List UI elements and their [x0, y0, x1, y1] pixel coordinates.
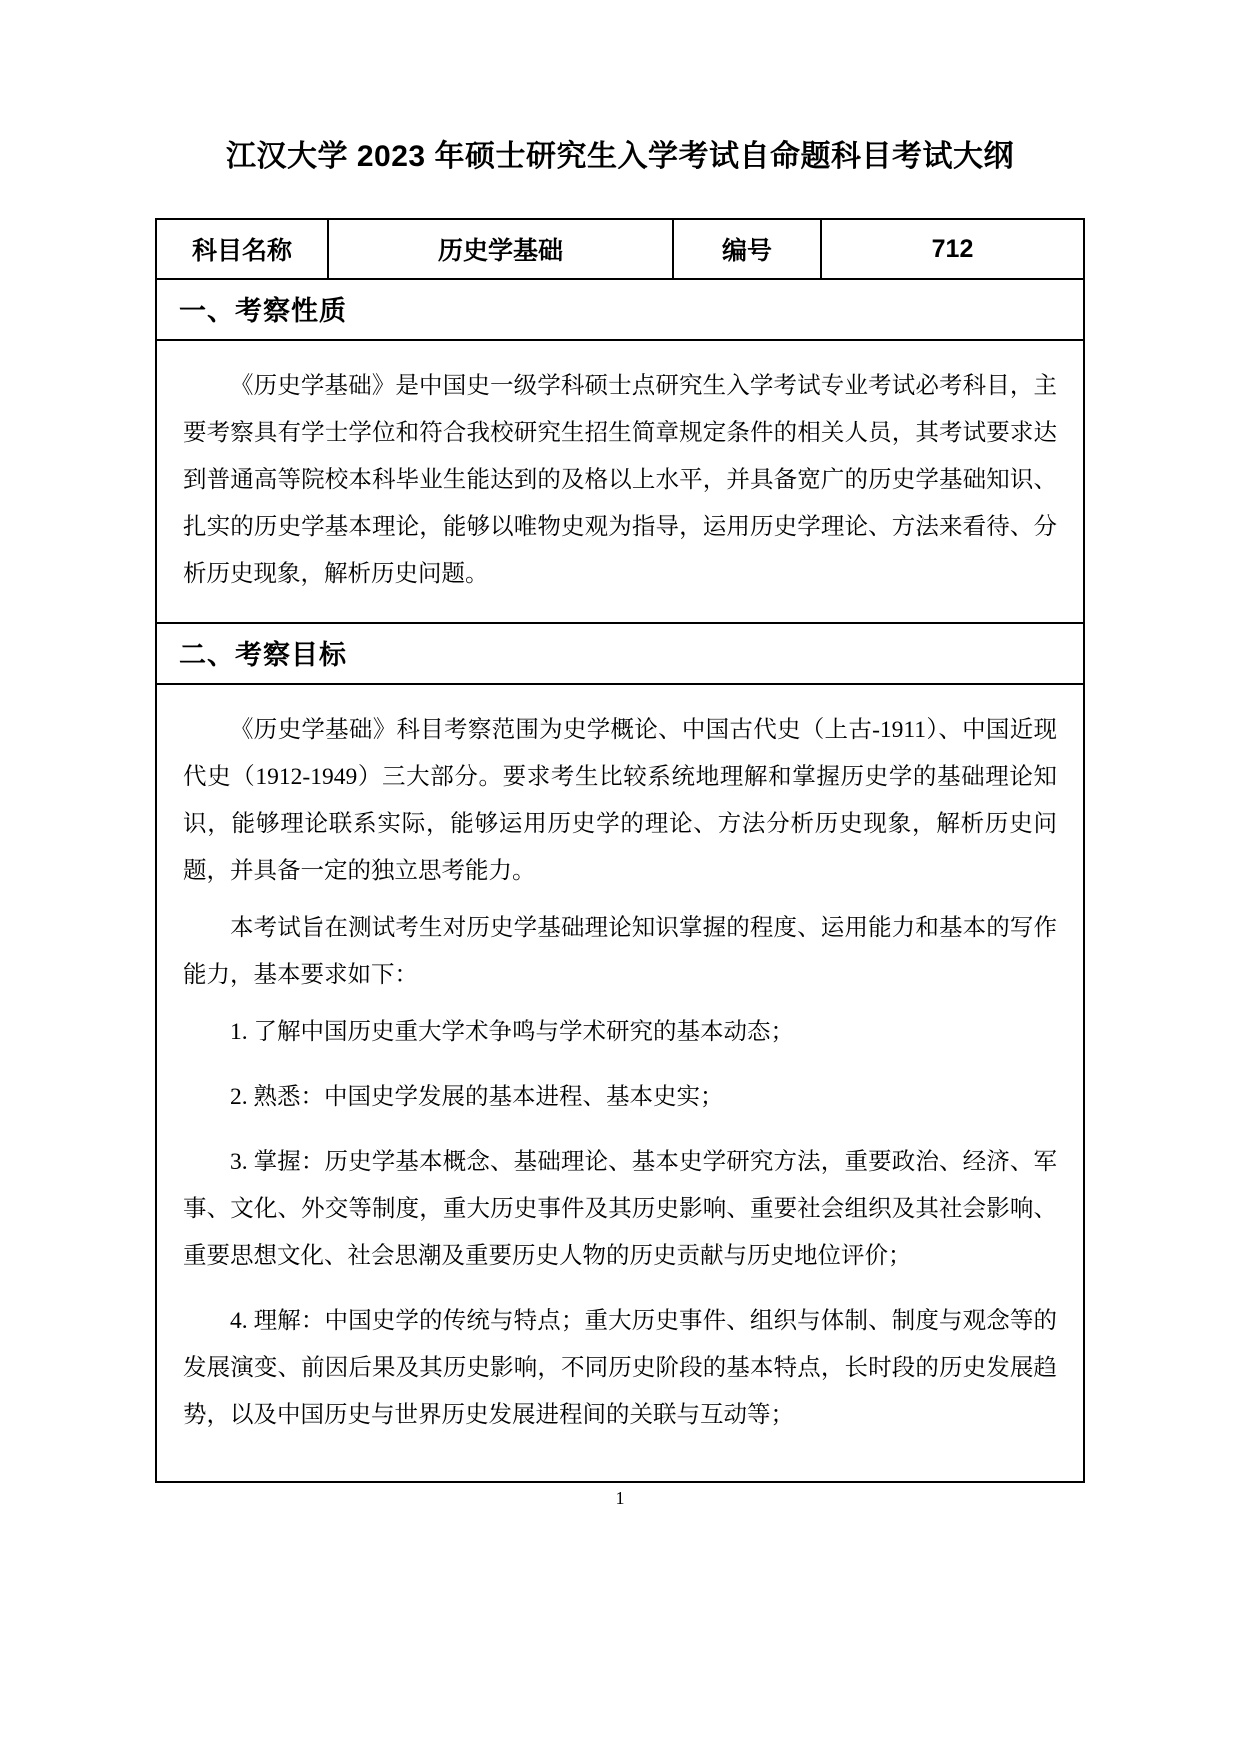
table-row-section-two-body	[157, 685, 1083, 1481]
section-heading-examination-nature: 一、考察性质	[179, 296, 347, 326]
requirement-item: 4. 理解：中国史学的传统与特点；重大历史事件、组织与体制、制度与观念等的发展演变、前因后果及其历史影响，不同历史阶段的基本特点，长时段的历史发展趋势，以及中国历史与世界历史发展进程间的关联与互动等；	[183, 1308, 1057, 1428]
table-row-section-one-heading	[157, 280, 1083, 341]
syllabus-table	[155, 218, 1085, 1483]
subject-name-value: 历史学基础	[329, 220, 674, 278]
page-title: 江汉大学 2023 年硕士研究生入学考试自命题科目考试大纲	[226, 140, 1014, 173]
subject-name-label: 科目名称	[157, 220, 329, 278]
page-number: 1	[615, 1488, 625, 1508]
section-body-examination-nature	[157, 341, 1083, 622]
requirement-item: 3. 掌握：历史学基本概念、基础理论、基本史学研究方法，重要政治、经济、军事、文化、外交等制度，重大历史事件及其历史影响、重要社会组织及其社会影响、重要思想文化、社会思潮及重要历史人物的历史贡献与历史地位评价；	[183, 1149, 1057, 1269]
paragraph: 《历史学基础》是中国史一级学科硕士点研究生入学考试专业考试必考科目，主要考察具有学士学位和符合我校研究生招生简章规定条件的相关人员，其考试要求达到普通高等院校本科毕业生能达到的及格以上水平，并具备宽广的历史学基础知识、扎实的历史学基本理论，能够以唯物史观为指导，运用历史学理论、方法来看待、分析历史现象，解析历史问题。	[183, 373, 1057, 587]
section-body-examination-objectives	[157, 685, 1083, 1481]
table-row-subject-info	[157, 220, 1083, 280]
paragraph: 本考试旨在测试考生对历史学基础理论知识掌握的程度、运用能力和基本的写作能力，基本要求如下：	[183, 915, 1057, 988]
section-heading-examination-objectives: 二、考察目标	[179, 640, 347, 670]
requirement-item: 2. 熟悉：中国史学发展的基本进程、基本史实；	[230, 1084, 724, 1110]
requirement-item: 1. 了解中国历史重大学术争鸣与学术研究的基本动态；	[230, 1019, 794, 1045]
subject-code-label: 编号	[674, 220, 822, 278]
table-row-section-one-body	[157, 341, 1083, 624]
subject-code-value: 712	[931, 234, 974, 263]
table-row-section-two-heading	[157, 624, 1083, 685]
paragraph: 《历史学基础》科目考察范围为史学概论、中国古代史（上古-1911）、中国近现代史（1912-1949）三大部分。要求考生比较系统地理解和掌握历史学的基础理论知识，能够理论联系实际，能够运用历史学的理论、方法分析历史现象，解析历史问题，并具备一定的独立思考能力。	[183, 717, 1057, 884]
